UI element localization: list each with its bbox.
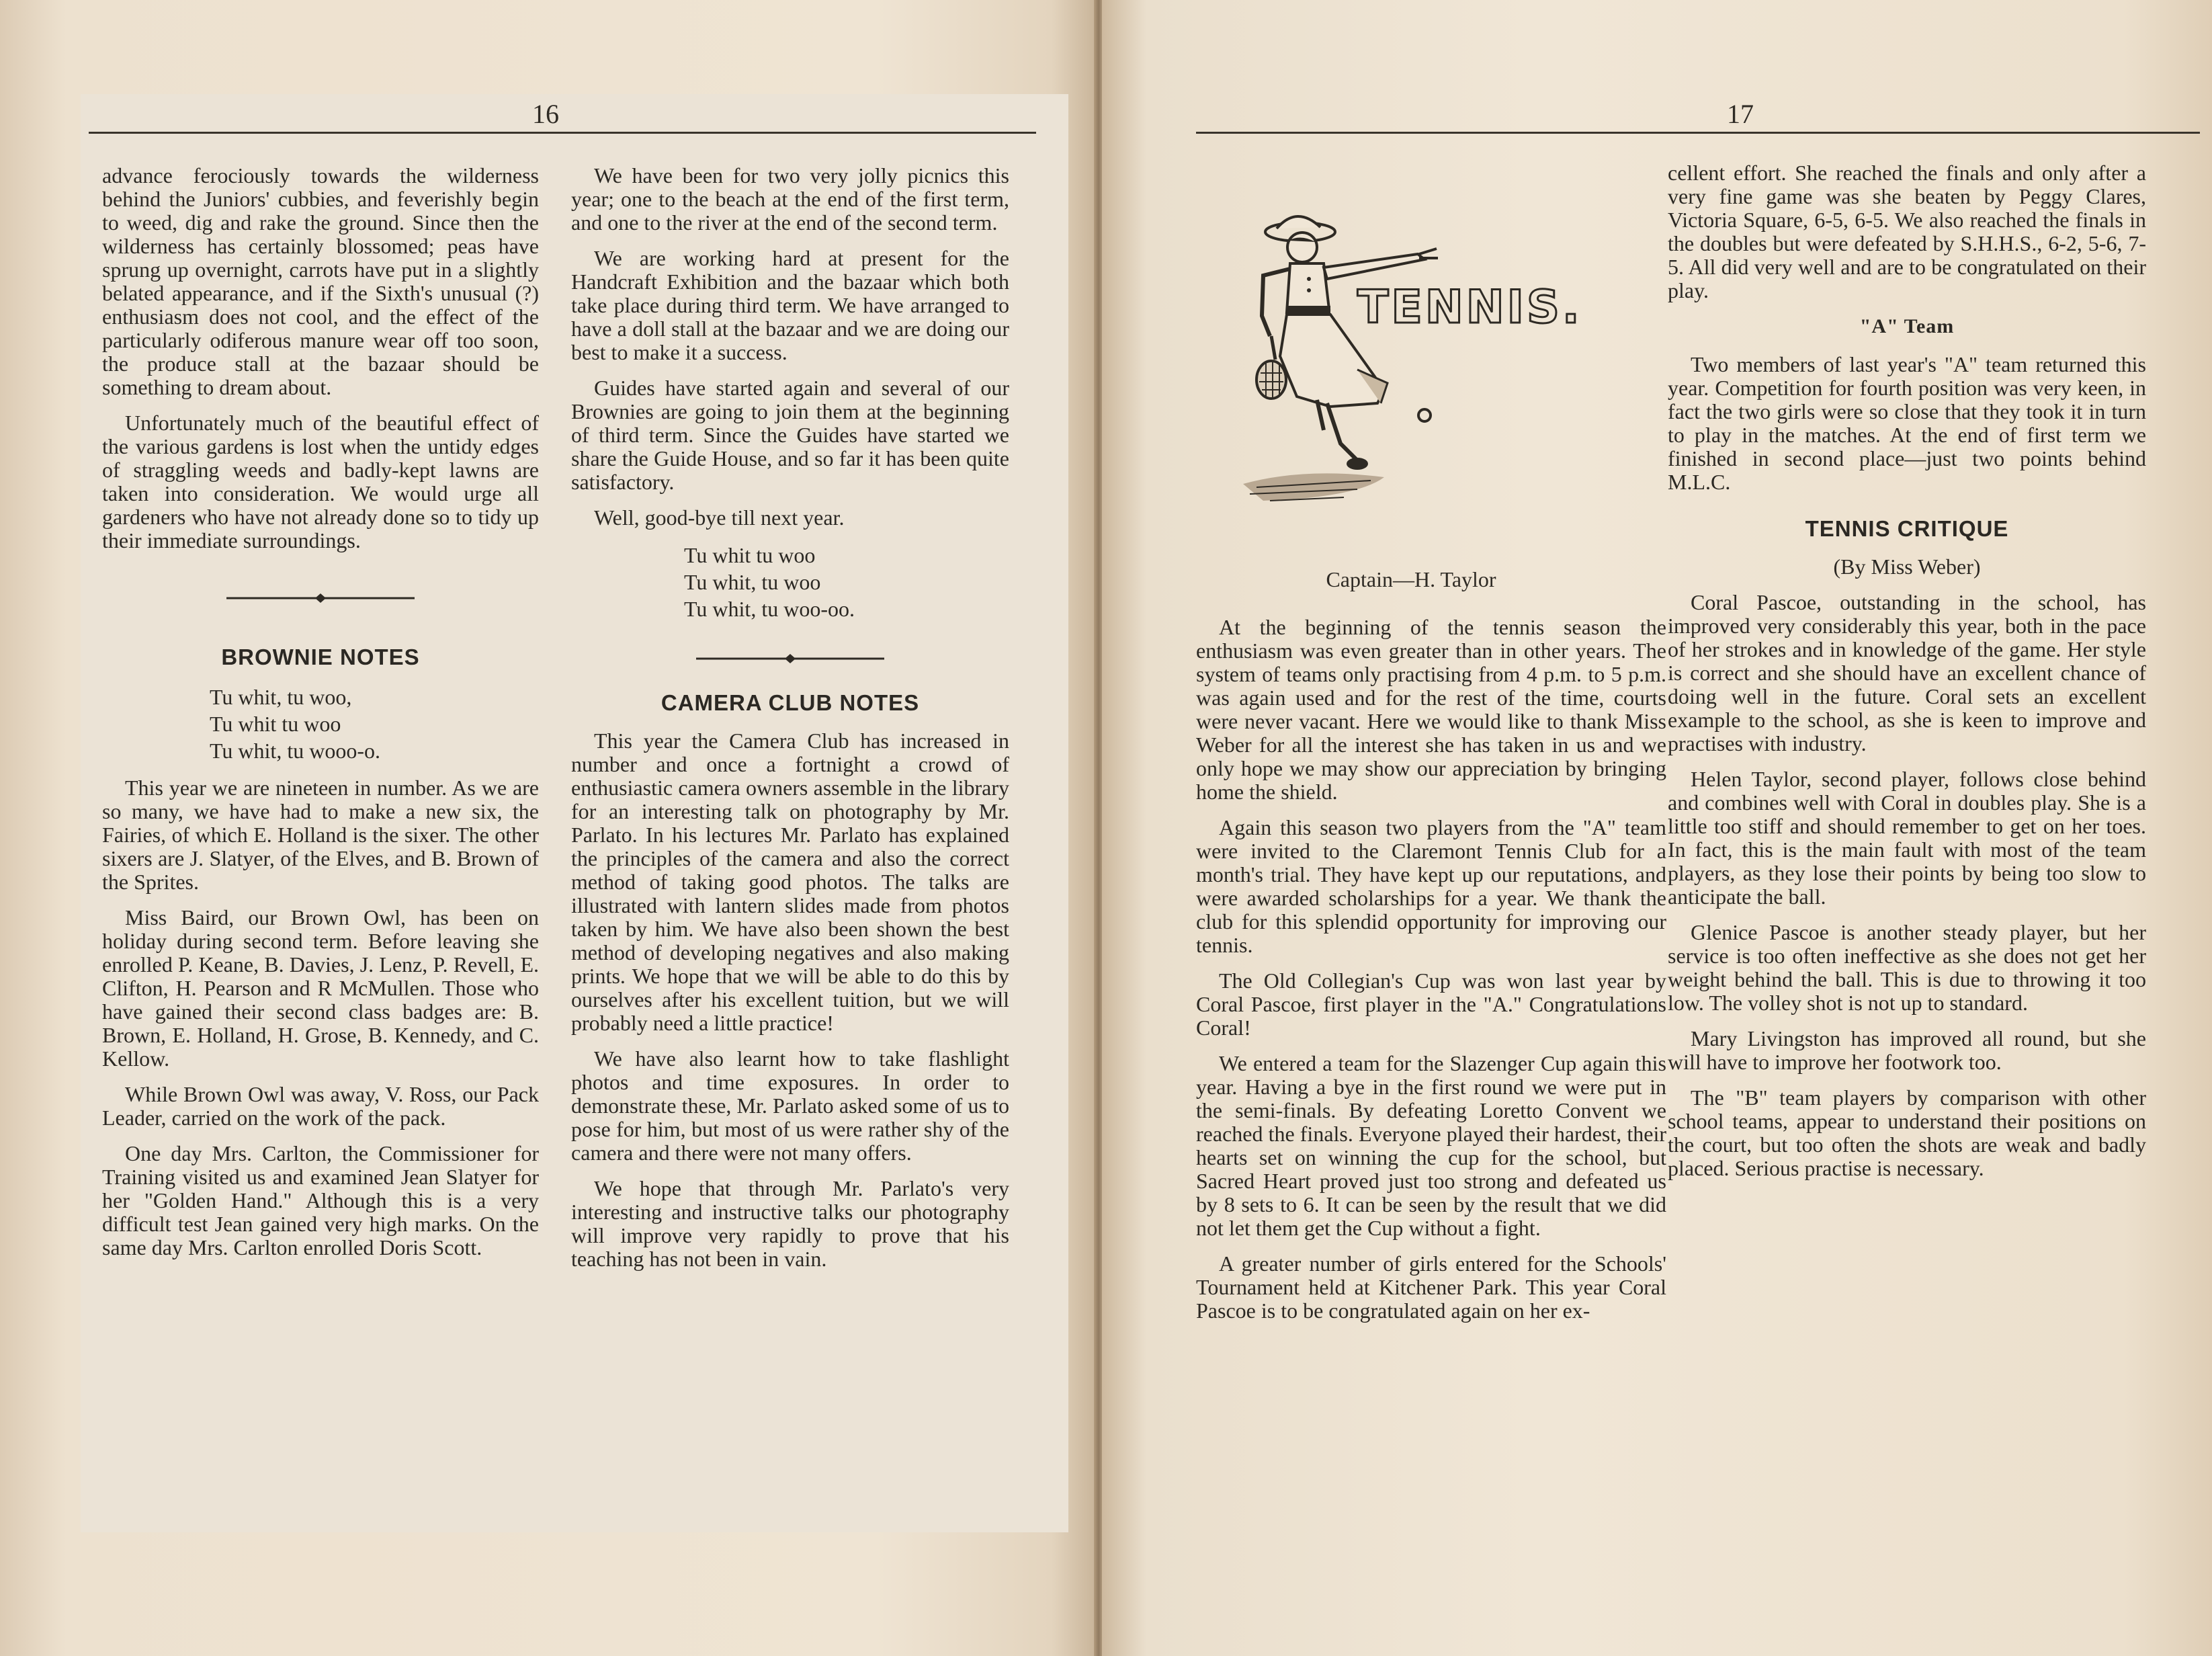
paragraph: Coral Pascoe, outstanding in the school, has improved very considerably this year, both in the pace of her strokes and in knowledge of the game. Her style is correct and she should have an excellent chance of doing well in the future. Coral sets an excellent example to the school, as she is keen to improve and practises with industry. xyxy=(1668,590,2146,755)
left-page-header-rule xyxy=(89,101,1036,134)
left-page xyxy=(0,0,1095,1656)
tennis-player-illustration xyxy=(1223,202,1599,524)
paragraph: We hope that through Mr. Parlato's very interesting and instructive talks our photography will improve very rapidly to prove that his teaching has not been in vain. xyxy=(571,1176,1009,1271)
paragraph: Well, good-bye till next year. xyxy=(594,505,845,530)
paragraph: Again this season two players from the "A" team were invited to the Claremont Tennis Club for a month's trial. They have kept up our reputations, and were awarded scholarships for a year. We thank the club for this splendid opportunity for improving our tennis. xyxy=(1196,815,1666,957)
paragraph: Unfortunately much of the beautiful effect of the various gardens is lost when the untidy edges of straggling weeds and badly-kept lawns are taken into consideration. We would urge all gardeners who have not already done so to tidy up their immediate surroundings. xyxy=(102,411,539,552)
critique-byline: (By Miss Weber) xyxy=(1833,554,1981,579)
section-divider-ornament xyxy=(689,652,891,665)
verse-line: Tu whit, tu wooo-o. xyxy=(210,739,380,763)
paragraph: The "B" team players by comparison with other school teams, appear to understand their positions on the court, but too often the shots are weak and badly placed. Serious practise is necessary. xyxy=(1668,1085,2146,1180)
illustration-caption: Captain—H. Taylor xyxy=(1326,567,1496,591)
paragraph: cellent effort. She reached the finals and only after a very fine game was she beaten by Peggy Clares, Victoria Square, 6-5, 6-5. We also reached the finals in the doubles but were defeated by S.H.H.S., 6-2, 5-6, 7-5. All did very well and are to be congratulated on their play. xyxy=(1668,161,2146,302)
paragraph: A greater number of girls entered for the Schools' Tournament held at Kitchener Park. This year Coral Pascoe is to be congratulated again on her ex- xyxy=(1196,1251,1666,1323)
paragraph: advance ferociously towards the wilderness behind the Juniors' cubbies, and feverishly begin to weed, dig and rake the ground. Since then the wilderness has certainly blossomed; peas have sprung up overnight, carrots have put in a slightly belated appearance, and if the Sixth's unusual (?) enthusiasm does not cool, and the effect of the particularly odiferous manure wear off too soon, the produce stall at the bazaar should be something to dream about. xyxy=(102,163,539,399)
brownie-notes-heading: BROWNIE NOTES xyxy=(221,645,420,669)
verse-line: Tu whit tu woo xyxy=(684,543,816,567)
paragraph: The Old Collegian's Cup was won last year by Coral Pascoe, first player in the "A." Congratulations Coral! xyxy=(1196,968,1666,1040)
paragraph: Helen Taylor, second player, follows close behind and combines well with Coral in doubles play. She is a little too stiff and should remember to get on her toes. In fact, this is the main fault with most of the team players, as they lose their points by being too slow to anticipate the ball. xyxy=(1668,767,2146,909)
left-column-2 xyxy=(571,164,1009,1283)
section-divider-ornament xyxy=(220,591,421,605)
paragraph: This year we are nineteen in number. As we are so many, we have had to make a new six, the Fairies, of which E. Holland is the sixer. The other sixers are J. Slatyer, of the Elves, and B. Brown of the Sprites. xyxy=(102,776,539,894)
paragraph: Miss Baird, our Brown Owl, has been on holiday during second term. Before leaving she enrolled P. Keane, B. Davies, J. Lenz, P. Revell, E. Clifton, H. Pearson and R McMullen. Those who have gained their second class badges are: B. Brown, E. Holland, H. Grose, B. Kennedy, and C. Kellow. xyxy=(102,905,539,1071)
camera-club-notes-heading: CAMERA CLUB NOTES xyxy=(661,690,920,715)
paragraph: One day Mrs. Carlton, the Commissioner for Training visited us and examined Jean Slatyer for her "Golden Hand." Although this is a very difficult test Jean gained very high marks. On the same day Mrs. Carlton enrolled Doris Scott. xyxy=(102,1141,539,1259)
paragraph: Guides have started again and several of our Brownies are going to join them at the beginning of third term. Since the Guides have started we share the Guide House, and so far it has been quite satisfactory. xyxy=(571,376,1009,494)
paragraph: Two members of last year's "A" team returned this year. Competition for fourth position was very keen, in fact the two girls were so close that they took it in turn to play in the matches. At the end of first term we finished in second place—just two points behind M.L.C. xyxy=(1668,352,2146,494)
brownie-verse xyxy=(102,684,539,764)
right-column-2 xyxy=(1668,161,2146,1192)
paragraph: We entered a team for the Slazenger Cup again this year. Having a bye in the first round we were put in the semi-finals. By defeating Loretto Convent we reached the finals. Everyone played their hardest, their hearts set on winning the cup for the school, but Sacred Heart proved just too strong and defeated us by 8 sets to 6. It can be seen by the result that we did not let them get the Cup without a fight. xyxy=(1196,1051,1666,1240)
right-page-header-rule xyxy=(1196,101,2200,134)
verse-line: Tu whit tu woo xyxy=(210,712,341,736)
right-column-1 xyxy=(1196,616,1666,1335)
verse-line: Tu whit, tu woo, xyxy=(210,685,352,709)
paragraph: We are working hard at present for the Handcraft Exhibition and the bazaar which both take place during third term. We have arranged to have a doll stall at the bazaar and we are doing our best to make it a success. xyxy=(571,246,1009,364)
verse-line: Tu whit, tu woo xyxy=(684,570,821,594)
left-column-1 xyxy=(102,164,539,1272)
paragraph: Mary Livingston has improved all round, but she will have to improve her footwork too. xyxy=(1668,1026,2146,1074)
tennis-critique-heading: TENNIS CRITIQUE xyxy=(1805,516,2009,541)
paragraph: We have been for two very jolly picnics this year; one to the beach at the end of the first term, and one to the river at the end of the second term. xyxy=(571,163,1009,235)
paragraph: This year the Camera Club has increased in number and once a fortnight a crowd of enthusiastic camera owners assemble in the library for an interesting talk on photography by Mr. Parlato. In his lectures Mr. Parlato has explained the principles of the camera and also the correct method of taking good photos. The talks are illustrated with lantern slides made from photos taken by him. We have also been shown the best method of developing negatives and also making prints. We hope that we will be able to do this by ourselves after his excellent tuition, but we will probably need a little practice! xyxy=(571,729,1009,1035)
page-number: 17 xyxy=(1727,99,1754,129)
right-page xyxy=(1102,0,2212,1656)
paragraph: We have also learnt how to take flashlight photos and time exposures. In order to demonstrate these, Mr. Parlato asked some of us to pose for him, but most of us were rather shy of the camera and there were not many offers. xyxy=(571,1046,1009,1165)
paragraph: While Brown Owl was away, V. Ross, our Pack Leader, carried on the work of the pack. xyxy=(102,1082,539,1130)
paragraph: At the beginning of the tennis season the enthusiasm was even greater than in other years. The system of teams only practising from 4 p.m. to 5 p.m. was again used and for the rest of the time, courts were never vacant. Here we would like to thank Miss Weber for all the interest she has taken in us and we only hope we may show our appreciation by bringing home the shield. xyxy=(1196,615,1666,804)
verse-line: Tu whit, tu woo-oo. xyxy=(684,597,855,621)
a-team-heading: "A" Team xyxy=(1859,315,1955,337)
closing-verse xyxy=(571,542,1009,622)
page-number: 16 xyxy=(532,99,559,129)
tennis-title: TENNIS. xyxy=(1357,281,1582,334)
paragraph: Glenice Pascoe is another steady player, but her service is too often ineffective as she does not get her weight behind the ball. This is due to throwing it too low. The volley shot is not up to standard. xyxy=(1668,920,2146,1015)
